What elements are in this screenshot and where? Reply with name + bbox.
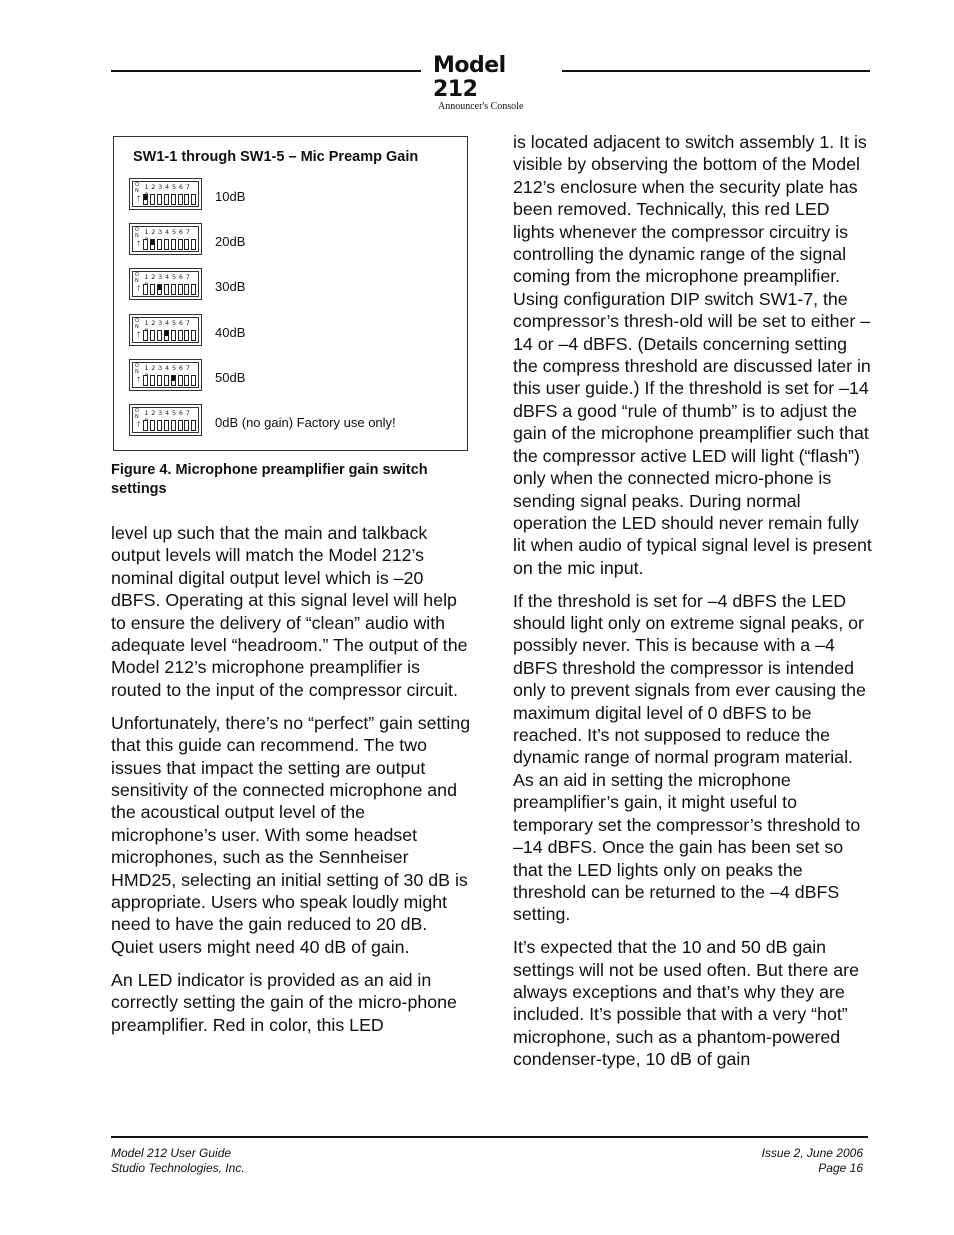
body-paragraph: It’s expected that the 10 and 50 dB gain settings will not be used often. But there are always exceptions and that’s why they are included. It’s possible that with a very “hot” microphone, such as a phantom-powered condenser-type, 10 dB of gain: [513, 937, 859, 1070]
dip-switch-toggle: [164, 284, 169, 295]
dip-switch-numbers: 1 2 3 4 5 6 7: [144, 183, 190, 191]
body-paragraph: If the threshold is set for –4 dBFS the LED should light only on extreme signal peaks, or possibly never. This is because with a –4 dBFS threshold the compressor is intended only to prevent signals from ever causing the maximum digital level of 0 dBFS to be reached. It’s not supposed to reduce the dynamic range of normal program material. As an aid in setting the microphone preamplifier’s gain, it might useful to temporary set the compressor’s threshold to –14 dBFS. Once the gain has been set so that the LED lights only on peaks the threshold can be returned to the –4 dBFS setting.: [513, 590, 866, 925]
dip-on-label: O N: [135, 363, 139, 375]
body-paragraph: is located adjacent to switch assembly 1. It is visible by observing the bottom of the Model 212’s enclosure when the security plate has been removed. Technically, this red LED lights whenever the compressor circuitry is controlling the dynamic range of the signal coming from the microphone preamplifier. Using configuration DIP switch SW1-7, the compressor’s thresh-old will be set to either –14 or –4 dBFS. (Details concerning setting the compress threshold are discussed later in this user guide.) If the threshold is set for –14 dBFS a good “rule of thumb” is to adjust the gain of the microphone preamplifier such that the compressor active LED will light (“flash”) only when the connected micro-phone is sending signal peaks. During normal operation the LED should never remain fully lit when audio of typical signal level is present on the mic input.: [513, 132, 872, 578]
logo-subtitle: Announcer's Console: [438, 101, 524, 112]
dip-switch-toggle: [171, 239, 176, 250]
dip-switch-toggle: [178, 375, 183, 386]
dip-switch-toggle: [191, 284, 196, 295]
dip-switch-toggle: [150, 239, 155, 250]
dip-switch-toggle: [191, 330, 196, 341]
dip-switch-toggle: [143, 420, 148, 431]
dip-switch-toggle: [178, 420, 183, 431]
body-paragraph: level up such that the main and talkback output levels will match the Model 212’s nominal digital output level which is –20 dBFS. Operating at this signal level will help to ensure the delivery of “clean” audio with adequate level “headroom.” The output of the Model 212’s microphone preamplifier is routed to the input of the compressor circuit.: [111, 523, 468, 700]
dip-switch-toggle: [157, 194, 162, 205]
header-rule-left: [111, 70, 421, 72]
body-paragraph: Unfortunately, there’s no “perfect” gain setting that this guide can recommend. The two issues that impact the setting are output sensitivity of the connected microphone and the acoustical output level of the microphone’s user. With some headset microphones, such as the Sennheiser HMD25, selecting an initial setting of 30 dB is appropriate. Users who speak loudly might need to have the gain reduced to 20 dB. Quiet users might need 40 dB of gain.: [111, 712, 471, 957]
footer-company: Studio Technologies, Inc.: [111, 1161, 245, 1175]
dip-switch-toggle: [157, 375, 162, 386]
dip-switch-numbers: 1 2 3 4 5 6 7: [144, 409, 190, 417]
dip-switch-graphic: [129, 404, 202, 436]
dip-switch-numbers: 1 2 3 4 5 6 7: [144, 273, 190, 281]
dip-switch-toggle: [178, 239, 183, 250]
dip-switch-toggle: [157, 420, 162, 431]
dip-switch-toggle: [178, 194, 183, 205]
dip-switch-graphic: [129, 178, 202, 210]
dip-on-label: O N: [135, 272, 139, 284]
dip-switch-toggle: [150, 194, 155, 205]
dip-on-label: O N: [135, 318, 139, 330]
footer-page-number: Page 16: [818, 1161, 863, 1175]
dip-switch-toggle: [150, 284, 155, 295]
gain-switch-figure: [113, 136, 468, 451]
footer-issue: Issue 2, June 2006: [761, 1146, 863, 1160]
model-logo: [433, 54, 555, 112]
up-arrow-icon: ↑: [136, 193, 141, 204]
dip-switch-toggle: [171, 194, 176, 205]
dip-switch-toggle: [191, 194, 196, 205]
up-arrow-icon: ↑: [136, 419, 141, 430]
dip-switch-toggle: [164, 194, 169, 205]
gain-setting-label: 30dB: [215, 279, 246, 294]
dip-switch-toggle: [143, 375, 148, 386]
figure-caption: Figure 4. Microphone preamplifier gain switch settings: [111, 462, 428, 497]
up-arrow-icon: ↑: [136, 329, 141, 340]
figure-heading: SW1-1 through SW1-5 – Mic Preamp Gain: [133, 149, 419, 165]
dip-switch-graphic: [129, 268, 202, 300]
dip-switch-toggle: [171, 420, 176, 431]
dip-on-label: O N: [135, 408, 139, 420]
dip-switch-toggle: [184, 420, 189, 431]
dip-switch-toggle: [184, 194, 189, 205]
dip-switch-toggle: [184, 284, 189, 295]
dip-switch-toggle: [164, 330, 169, 341]
dip-switch-graphic: [129, 359, 202, 391]
dip-switch-graphic: [129, 314, 202, 346]
dip-switch-toggle: [178, 284, 183, 295]
dip-switch-toggle: [157, 330, 162, 341]
dip-switch-numbers: 1 2 3 4 5 6 7: [144, 364, 190, 372]
dip-switch-toggle: [191, 239, 196, 250]
dip-switch-toggle: [191, 375, 196, 386]
up-arrow-icon: ↑: [136, 238, 141, 249]
gain-setting-label: 0dB (no gain) Factory use only!: [215, 415, 396, 430]
dip-switch-toggle: [184, 330, 189, 341]
dip-switch-toggle: [164, 375, 169, 386]
dip-switch-graphic: [129, 223, 202, 255]
dip-switch-toggle: [171, 330, 176, 341]
dip-switch-toggle: [171, 375, 176, 386]
footer-rule: [111, 1136, 868, 1138]
dip-switch-toggle: [178, 330, 183, 341]
dip-on-label: O N: [135, 182, 139, 194]
right-column: [513, 131, 875, 1081]
dip-switch-numbers: 1 2 3 4 5 6 7: [144, 228, 190, 236]
dip-switch-toggle: [143, 330, 148, 341]
dip-switch-toggle: [150, 375, 155, 386]
dip-switch-toggle: [143, 239, 148, 250]
footer-left: [111, 1146, 245, 1176]
body-paragraph: An LED indicator is provided as an aid in correctly setting the gain of the micro-phone preamplifier. Red in color, this LED: [111, 969, 457, 1035]
gain-setting-label: 50dB: [215, 370, 246, 385]
gain-setting-label: 20dB: [215, 234, 246, 249]
dip-switch-toggle: [184, 239, 189, 250]
dip-switch-toggle: [164, 239, 169, 250]
dip-switch-toggle: [150, 420, 155, 431]
dip-switch-toggle: [171, 284, 176, 295]
dip-switch-toggle: [157, 284, 162, 295]
dip-switch-numbers: 1 2 3 4 5 6 7: [144, 319, 190, 327]
dip-switch-toggle: [150, 330, 155, 341]
footer-guide-title: Model 212 User Guide: [111, 1146, 232, 1160]
dip-switch-toggle: [143, 194, 148, 205]
dip-switch-toggle: [184, 375, 189, 386]
dip-switch-toggle: [157, 239, 162, 250]
dip-switch-toggle: [143, 284, 148, 295]
footer-right: [700, 1146, 863, 1176]
gain-setting-label: 10dB: [215, 189, 246, 204]
dip-switch-toggle: [191, 420, 196, 431]
logo-title: Model 212: [433, 53, 506, 102]
up-arrow-icon: ↑: [136, 374, 141, 385]
gain-setting-label: 40dB: [215, 325, 246, 340]
dip-on-label: O N: [135, 227, 139, 239]
dip-switch-toggle: [164, 420, 169, 431]
left-column: [111, 522, 473, 1046]
header-rule-right: [562, 70, 870, 72]
up-arrow-icon: ↑: [136, 283, 141, 294]
